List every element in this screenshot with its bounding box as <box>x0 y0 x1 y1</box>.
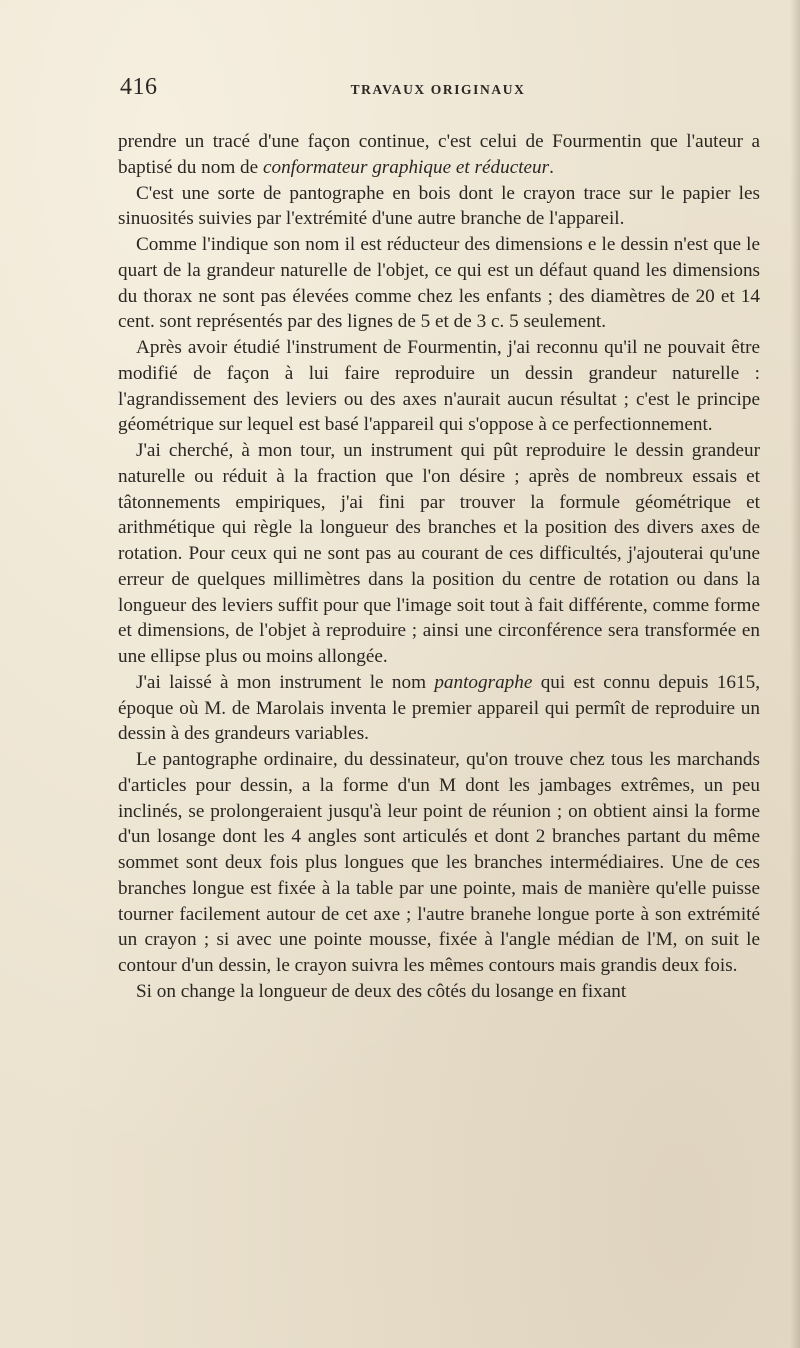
paragraph-text: . <box>549 156 554 178</box>
paragraph-text: Comme l'indique son nom il est réducteur des dimensions e le dessin n'est que le quart de la grandeur naturelle de l'objet, ce qui est un défaut quand les dimensions du thorax ne sont pas élevées comme chez les enfants ; des diamètres de 20 et 14 cent. sont représentés par des lignes de 5 et de 3 c. 5 seulement. <box>118 234 760 333</box>
page-header <box>118 74 758 110</box>
body-text <box>118 129 760 1005</box>
paragraph-text: prendre un tracé d'une façon continue, c'est celui de Fourmentin que l'auteur a baptisé du nom de <box>118 131 760 178</box>
paragraph-text: C'est une sorte de pantographe en bois dont le crayon trace sur le papier les sinuosités suivies par l'extrémité d'une autre branche de l'appareil. <box>118 182 760 230</box>
paragraph-text: J'ai cherché, à mon tour, un instrument qui pût reproduire le dessin grandeur naturelle ou réduit à la fraction que l'on désire ; après de nombreux essais et tâtonnements empiriques, j'ai fini par trouver la formule géométrique et arithmétique qui règle la longueur des branches et la position des divers axes de rotation. Pour ceux qui ne sont pas au courant de ces difficultés, j'ajouterai qu'une erreur de quelques millimètres dans la position du centre de rotation ou dans la longueur des leviers suffit pour que l'image soit tout à fait différente, comme forme et dimensions, de l'objet à reproduire ; ainsi une circonférence sera transformée en une ellipse plus ou moins allongée. <box>118 440 760 667</box>
page-number: 416 <box>120 74 158 100</box>
paragraph-7 <box>118 747 760 979</box>
paragraph-emphasis: pantographe <box>434 671 533 693</box>
page-edge-shadow <box>790 0 800 1348</box>
paragraph-text: Après avoir étudié l'instrument de Fourmentin, j'ai reconnu qu'il ne pouvait être modifié de façon à lui faire reproduire un dessin grandeur naturelle : l'agrandissement des leviers ou des axes n'aurait aucun résultat ; c'est le principe géométrique sur lequel est basé l'appareil qui s'oppose à ce perfectionnement. <box>118 337 760 436</box>
paragraph-6 <box>118 670 760 747</box>
running-title: TRAVAUX ORIGINAUX <box>350 82 526 97</box>
paragraph-5 <box>118 438 760 670</box>
paragraph-2 <box>118 181 760 233</box>
paragraph-text: J'ai laissé à mon instrument le nom <box>136 671 435 693</box>
paragraph-4 <box>118 335 760 438</box>
paragraph-1 <box>118 129 760 181</box>
paragraph-8 <box>118 979 760 1005</box>
paragraph-emphasis: conformateur graphique et réducteur <box>262 156 550 178</box>
paragraph-text: Si on change la longueur de deux des côtés du losange en fixant <box>136 980 627 1002</box>
paragraph-text: qui est connu depuis 1615, époque où M. de Marolais inventa le premier appareil qui permît de reproduire un dessin à des grandeurs variables. <box>118 671 760 745</box>
paragraph-text: Le pantographe ordinaire, du dessinateur, qu'on trouve chez tous les marchands d'articles pour dessin, a la forme d'un M dont les jambages extrêmes, un peu inclinés, se prolongeraient jusqu'à leur point de réunion ; on obtient ainsi la forme d'un losange dont les 4 angles sont articulés et dont 2 branches partant du même sommet sont deux fois plus longues que les branches intermédiaires. Une de ces branches longue est fixée à la table par une pointe, mais de manière qu'elle puisse tourner facilement autour de cet axe ; l'autre branehe longue porte à son extrémité un crayon ; si avec une pointe mousse, fixée à l'angle médian de l'M, on suit le contour d'un dessin, le crayon suivra les mêmes contours mais grandis deux fois. <box>118 749 760 976</box>
paragraph-3 <box>118 232 760 335</box>
